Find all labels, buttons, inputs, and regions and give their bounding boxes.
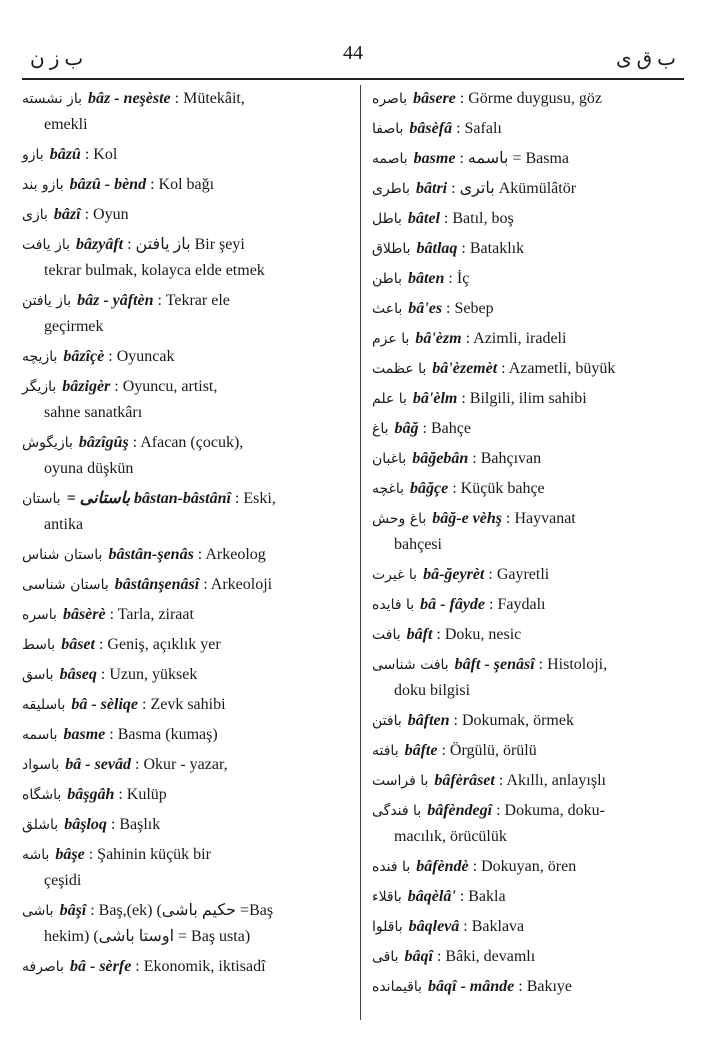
dictionary-entry [372, 562, 684, 588]
entry-definition: : Tekrar ele [157, 292, 230, 309]
entry-definition: : Dokuma, doku- [496, 802, 605, 819]
entry-definition: : باز یافتن Bir şeyi [127, 236, 245, 253]
entry-headword: bâstân-şenâs [108, 546, 194, 563]
entry-arabic: با غیرت [372, 567, 418, 583]
entry-headword: bâfèrâset [434, 772, 495, 789]
entry-headword: basme [63, 726, 106, 743]
entry-definition: : Mütekâit, [174, 90, 245, 107]
dictionary-entry [372, 206, 684, 232]
entry-headword: bâfèndegî [427, 802, 493, 819]
page-number: 44 [343, 42, 363, 64]
dictionary-entry [372, 652, 684, 704]
dictionary-entry [22, 374, 352, 426]
dictionary-entry [22, 172, 352, 198]
entry-arabic: با عظمت [372, 361, 427, 377]
entry-definition: : Doku, nesic [436, 626, 522, 643]
entry-arabic: بازیچه [22, 349, 58, 365]
entry-headword: bâseq [59, 666, 97, 683]
entry-definition: : Geniş, açıklık yer [98, 636, 221, 653]
entry-definition: : Görme duygusu, göz [459, 90, 602, 107]
entry-arabic: باغبان [372, 451, 407, 467]
entry-headword: bâ'èzemèt [432, 360, 498, 377]
column-divider [360, 85, 361, 1020]
entry-arabic: باستان شناسی [22, 577, 109, 593]
entry-headword: bâ - sevâd [65, 756, 132, 773]
dictionary-entry [22, 202, 352, 228]
entry-arabic: باشلق [22, 817, 59, 833]
dictionary-entry [372, 446, 684, 472]
entry-continuation: oyuna düşkün [44, 460, 134, 477]
entry-arabic: باسط [22, 637, 56, 653]
entry-arabic: باسره [22, 607, 57, 623]
dictionary-entry [372, 416, 684, 442]
entry-headword: bâten [407, 270, 445, 287]
entry-arabic: باسلیقه [22, 697, 66, 713]
entry-continuation: tekrar bulmak, kolayca elde etmek [44, 262, 265, 279]
entry-continuation: doku bilgisi [394, 682, 471, 699]
left-column [22, 86, 352, 984]
entry-arabic: باشی [22, 903, 54, 919]
entry-continuation: bahçesi [394, 536, 442, 553]
entry-arabic: باز یافتن [22, 293, 72, 309]
dictionary-entry [372, 146, 684, 172]
dictionary-entry [22, 542, 352, 568]
entry-headword: bâşgâh [67, 786, 115, 803]
entry-definition: : İç [448, 270, 470, 287]
entry-headword: bâğçe [410, 480, 449, 497]
entry-headword: bâft [406, 626, 433, 643]
entry-definition: : Örgülü, örülü [441, 742, 537, 759]
entry-arabic: باشگاه [22, 787, 62, 803]
entry-definition: : Eski, [234, 490, 276, 507]
entry-definition: : Bakıye [518, 978, 573, 995]
entry-arabic: باغ [372, 421, 389, 437]
entry-headword: bâ'èzm [415, 330, 462, 347]
entry-definition: : Kol bağı [150, 176, 215, 193]
entry-headword: bâzî [53, 206, 81, 223]
entry-continuation: geçirmek [44, 318, 104, 335]
entry-definition: : باسمه = Basma [459, 150, 570, 167]
entry-definition: : Sebep [446, 300, 494, 317]
dictionary-entry [22, 142, 352, 168]
entry-headword: bâz - yâftèn [77, 292, 154, 309]
entry-definition: : Afacan (çocuk), [132, 434, 244, 451]
entry-headword: bâfèndè [416, 858, 469, 875]
entry-arabic: باغچه [372, 481, 405, 497]
entry-arabic: بازی [22, 207, 48, 223]
entry-headword: bâqî - mânde [428, 978, 515, 995]
entry-arabic: باقیمانده [372, 979, 423, 995]
dictionary-entry [22, 344, 352, 370]
entry-definition: : Tarla, ziraat [109, 606, 194, 623]
entry-headword: bâz - neşèste [87, 90, 171, 107]
entry-definition: : Dokuyan, ören [472, 858, 577, 875]
entry-headword: bâsere [413, 90, 456, 107]
dictionary-entry [372, 944, 684, 970]
entry-arabic: بازو بند [22, 177, 64, 193]
entry-definition: : Oyuncak [108, 348, 175, 365]
entry-arabic: باستان شناس [22, 547, 103, 563]
entry-arabic: با فندگی [372, 803, 422, 819]
entry-definition: : Arkeoloji [203, 576, 273, 593]
entry-continuation: antika [44, 516, 84, 533]
entry-headword: bâ'es [408, 300, 443, 317]
entry-definition: : Hayvanat [506, 510, 576, 527]
entry-definition: : Başlık [110, 816, 161, 833]
dictionary-entry [372, 326, 684, 352]
entry-headword: = باستانی bâstan-bâstânî [66, 490, 231, 507]
dictionary-entry [22, 86, 352, 138]
dictionary-entry [372, 884, 684, 910]
entry-definition: : Uzun, yüksek [100, 666, 198, 683]
entry-arabic: باستان [22, 491, 61, 507]
entry-definition: : Bahçıvan [472, 450, 542, 467]
entry-headword: bâzîgûş [78, 434, 129, 451]
entry-definition: : Bataklık [461, 240, 525, 257]
entry-arabic: باسواد [22, 757, 60, 773]
entry-arabic: بافتن [372, 713, 402, 729]
entry-headword: bâğebân [412, 450, 469, 467]
dictionary-entry [22, 232, 352, 284]
entry-definition: : Bilgili, ilim sahibi [461, 390, 587, 407]
entry-definition: : Küçük bahçe [452, 480, 545, 497]
entry-arabic: باقی [372, 949, 399, 965]
entry-definition: : Basma (kumaş) [109, 726, 218, 743]
entry-arabic: باعث [372, 301, 403, 317]
dictionary-entry [22, 812, 352, 838]
entry-arabic: بافت [372, 627, 401, 643]
entry-definition: : Oyun [84, 206, 129, 223]
entry-headword: bâtel [407, 210, 440, 227]
entry-definition: : Oyuncu, artist, [114, 378, 218, 395]
entry-arabic: با علم [372, 391, 407, 407]
entry-definition: : Faydalı [489, 596, 546, 613]
entry-headword: bâ - sèrfe [69, 958, 132, 975]
dictionary-entry [22, 752, 352, 778]
entry-arabic: باطن [372, 271, 402, 287]
entry-headword: bâğ [394, 420, 419, 437]
dictionary-entry [22, 662, 352, 688]
entry-arabic: بازو [22, 147, 44, 163]
entry-definition: : Şahinin küçük bir [88, 846, 211, 863]
entry-headword: bâfte [404, 742, 438, 759]
dictionary-entry [372, 386, 684, 412]
dictionary-entry [372, 236, 684, 262]
entry-definition: : Azimli, iradeli [465, 330, 567, 347]
entry-headword: bâşî [59, 902, 87, 919]
page-header [30, 40, 676, 76]
entry-headword: bâtlaq [416, 240, 458, 257]
entry-definition: : Histoloji, [538, 656, 608, 673]
dictionary-entry [372, 798, 684, 850]
entry-arabic: با فراست [372, 773, 429, 789]
entry-arabic: باقلوا [372, 919, 403, 935]
dictionary-entry [372, 592, 684, 618]
dictionary-entry [372, 974, 684, 1000]
dictionary-entry [372, 768, 684, 794]
dictionary-entry [22, 954, 352, 980]
entry-definition: : باتری Akümülâtör [451, 180, 577, 197]
entry-definition: : Ekonomik, iktisadî [135, 958, 266, 975]
entry-headword: bâzîçè [63, 348, 105, 365]
entry-arabic: باطلاق [372, 241, 411, 257]
dictionary-entry [22, 602, 352, 628]
entry-headword: bâzigèr [62, 378, 111, 395]
dictionary-entry [22, 898, 352, 950]
entry-headword: bâft - şenâsî [454, 656, 535, 673]
entry-headword: basme [413, 150, 456, 167]
dictionary-entry [372, 708, 684, 734]
dictionary-entry [22, 288, 352, 340]
entry-headword: bâsèrè [62, 606, 106, 623]
entry-definition: : Zevk sahibi [142, 696, 226, 713]
right-column [372, 86, 684, 1004]
entry-continuation: hekim) (اوستا باشی = Baş usta) [44, 928, 251, 945]
dictionary-entry [22, 722, 352, 748]
entry-continuation: emekli [44, 116, 88, 133]
entry-arabic: با فنده [372, 859, 411, 875]
entry-definition: : Okur - yazar, [135, 756, 228, 773]
dictionary-entry [22, 430, 352, 482]
entry-definition: : Kol [84, 146, 118, 163]
dictionary-entry [22, 782, 352, 808]
entry-headword: bâşe [55, 846, 85, 863]
entry-headword: bâşloq [64, 816, 107, 833]
dictionary-entry [22, 692, 352, 718]
dictionary-entry [372, 914, 684, 940]
dictionary-entry [372, 296, 684, 322]
entry-arabic: باسمه [22, 727, 58, 743]
entry-continuation: çeşidi [44, 872, 82, 889]
entry-headword: bâqèlâ' [407, 888, 456, 905]
header-left-letters: ب ز ن [30, 48, 84, 70]
entry-arabic: با فایده [372, 597, 415, 613]
entry-arabic: باصره [372, 91, 408, 107]
entry-arabic: بافته [372, 743, 399, 759]
entry-arabic: با عزم [372, 331, 410, 347]
entry-arabic: باصمه [372, 151, 408, 167]
entry-headword: bâsèfâ [409, 120, 453, 137]
entry-definition: : Bahçe [422, 420, 471, 437]
entry-headword: bâften [407, 712, 450, 729]
entry-arabic: بازیگوش [22, 435, 73, 451]
entry-headword: bâset [61, 636, 95, 653]
entry-continuation: macılık, örücülük [394, 828, 507, 845]
entry-arabic: بازیگر [22, 379, 57, 395]
entry-definition: : Bakla [459, 888, 506, 905]
entry-headword: bâqlevâ [408, 918, 460, 935]
entry-continuation: sahne sanatkârı [44, 404, 143, 421]
dictionary-entry [372, 738, 684, 764]
header-right-letters: ب ق ی [616, 48, 676, 70]
entry-headword: bâ'èlm [412, 390, 458, 407]
entry-definition: : Batıl, boş [443, 210, 514, 227]
dictionary-entry [22, 486, 352, 538]
entry-headword: bâ - fâyde [420, 596, 486, 613]
entry-arabic: باسق [22, 667, 54, 683]
dictionary-entry [372, 266, 684, 292]
entry-arabic: باصفا [372, 121, 404, 137]
entry-definition: : Arkeolog [197, 546, 266, 563]
entry-definition: : Akıllı, anlayışlı [498, 772, 606, 789]
entry-arabic: باغ وحش [372, 511, 427, 527]
entry-definition: : Kulüp [118, 786, 167, 803]
entry-headword: bâzyâft [75, 236, 124, 253]
entry-definition: : Dokumak, örmek [453, 712, 574, 729]
entry-arabic: باطری [372, 181, 410, 197]
entry-definition: : Gayretli [488, 566, 550, 583]
entry-headword: bâtri [416, 180, 448, 197]
entry-definition: : Azametli, büyük [501, 360, 616, 377]
entry-headword: bâ-ğeyrèt [423, 566, 485, 583]
entry-definition: : Baş,(ek) (حکیم باشی =Baş [90, 902, 274, 919]
dictionary-entry [372, 116, 684, 142]
entry-headword: bâstânşenâsî [114, 576, 200, 593]
dictionary-entry [22, 842, 352, 894]
entry-headword: bâzû [49, 146, 81, 163]
dictionary-entry [372, 506, 684, 558]
entry-headword: bâ - sèliqe [71, 696, 138, 713]
entry-arabic: بافت شناسی [372, 657, 449, 673]
dictionary-entry [372, 622, 684, 648]
dictionary-entry [372, 476, 684, 502]
header-rule [22, 78, 684, 80]
entry-headword: bâzû - bènd [69, 176, 147, 193]
entry-arabic: باطل [372, 211, 402, 227]
entry-headword: bâqî [404, 948, 433, 965]
entry-definition: : Safalı [456, 120, 502, 137]
dictionary-entry [372, 176, 684, 202]
entry-arabic: باز یافت [22, 237, 70, 253]
entry-arabic: باز نشسته [22, 91, 82, 107]
entry-arabic: باشه [22, 847, 50, 863]
dictionary-entry [22, 632, 352, 658]
entry-arabic: باقلاء [372, 889, 402, 905]
dictionary-entry [372, 86, 684, 112]
entry-definition: : Bâki, devamlı [436, 948, 536, 965]
entry-headword: bâğ-e vèhş [432, 510, 502, 527]
dictionary-entry [22, 572, 352, 598]
dictionary-entry [372, 356, 684, 382]
dictionary-entry [372, 854, 684, 880]
entry-definition: : Baklava [463, 918, 525, 935]
entry-arabic: باصرفه [22, 959, 64, 975]
